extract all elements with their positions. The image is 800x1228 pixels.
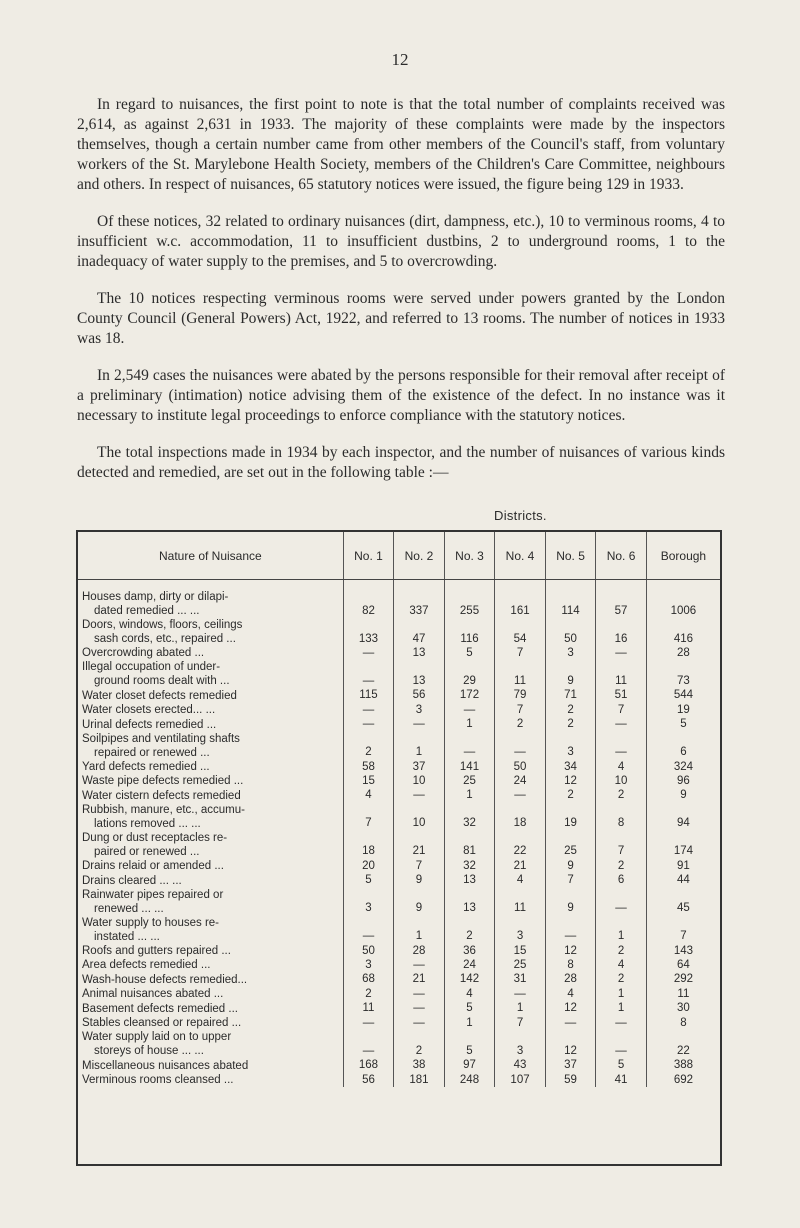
table-row: [78, 916, 720, 944]
row-label-line: Stables cleansed or repaired ...: [82, 1017, 242, 1030]
cell-value: 13: [394, 646, 445, 660]
cell-value: 28: [646, 646, 720, 660]
cell-value: 32: [444, 859, 495, 873]
cell-value: —: [545, 1016, 596, 1030]
cell-value: 19: [545, 803, 596, 831]
cell-value: 2: [444, 916, 495, 944]
row-label: [78, 1058, 343, 1072]
cell-value: 5: [646, 717, 720, 731]
row-label-line: renewed ... ...: [94, 902, 164, 915]
table-row: [78, 1016, 720, 1030]
row-label-line: Roofs and gutters repaired ...: [82, 945, 231, 958]
row-label: [78, 987, 343, 1001]
cell-value: 21: [394, 831, 445, 859]
cell-value: 6: [646, 732, 720, 760]
cell-value: 4: [596, 958, 647, 972]
cell-value: —: [394, 1001, 445, 1015]
table-row: [78, 1001, 720, 1015]
paragraph-abated: In 2,549 cases the nuisances were abated by the persons responsible for their removal after receipt of a preliminary (intimation) notice advising them of the existence of the defect. In no instance was it necessary to institute legal proceedings to enforce compliance with the statutory notices.: [77, 367, 725, 424]
table-row: [78, 646, 720, 660]
table-row: [78, 1073, 720, 1087]
table-row: [78, 873, 720, 887]
cell-value: 30: [646, 1001, 720, 1015]
cell-value: —: [343, 1030, 394, 1058]
table-body: [78, 580, 720, 1087]
cell-value: 3: [394, 703, 445, 717]
table-row: [78, 831, 720, 859]
row-label: [78, 803, 343, 831]
cell-value: 8: [545, 958, 596, 972]
cell-value: —: [343, 717, 394, 731]
row-label: [78, 646, 343, 660]
cell-value: —: [444, 703, 495, 717]
row-label: [78, 916, 343, 944]
row-label-line: Water cistern defects remedied: [82, 789, 241, 802]
table-row: [78, 703, 720, 717]
row-label: [78, 1030, 343, 1058]
row-label-line: Illegal occupation of under-: [82, 661, 221, 674]
row-label-line: storeys of house ... ...: [94, 1045, 204, 1058]
cell-value: 82: [343, 580, 394, 619]
cell-value: 12: [545, 944, 596, 958]
table-row: [78, 732, 720, 760]
cell-value: 1: [596, 1001, 647, 1015]
table-row: [78, 717, 720, 731]
cell-value: 56: [343, 1073, 394, 1087]
cell-value: 174: [646, 831, 720, 859]
cell-value: 37: [545, 1058, 596, 1072]
cell-value: 7: [495, 1016, 546, 1030]
cell-value: 7: [545, 873, 596, 887]
cell-value: 161: [495, 580, 546, 619]
cell-value: 11: [646, 987, 720, 1001]
cell-value: 56: [394, 688, 445, 702]
cell-value: —: [343, 660, 394, 688]
cell-value: 5: [343, 873, 394, 887]
cell-value: 1: [444, 788, 495, 802]
cell-value: —: [343, 1016, 394, 1030]
cell-value: 6: [596, 873, 647, 887]
cell-value: 11: [495, 888, 546, 916]
table-row: [78, 760, 720, 774]
cell-value: 337: [394, 580, 445, 619]
table-heading: Districts.: [494, 508, 547, 523]
cell-value: 2: [495, 717, 546, 731]
cell-value: 9: [394, 873, 445, 887]
cell-value: 8: [596, 803, 647, 831]
column-header-no3: No. 3: [444, 532, 495, 580]
cell-value: 43: [495, 1058, 546, 1072]
cell-value: —: [495, 732, 546, 760]
cell-value: 10: [394, 803, 445, 831]
cell-value: 7: [495, 646, 546, 660]
cell-value: 79: [495, 688, 546, 702]
cell-value: 68: [343, 972, 394, 986]
cell-value: 71: [545, 688, 596, 702]
row-label: [78, 1073, 343, 1087]
cell-value: 7: [596, 831, 647, 859]
cell-value: 5: [596, 1058, 647, 1072]
cell-value: 24: [495, 774, 546, 788]
cell-value: 21: [495, 859, 546, 873]
cell-value: —: [596, 888, 647, 916]
cell-value: 4: [343, 788, 394, 802]
cell-value: 4: [495, 873, 546, 887]
column-header-nature: Nature of Nuisance: [78, 532, 343, 580]
cell-value: 1: [495, 1001, 546, 1015]
row-label: [78, 732, 343, 760]
cell-value: 25: [495, 958, 546, 972]
cell-value: 7: [394, 859, 445, 873]
cell-value: 10: [596, 774, 647, 788]
cell-value: 2: [596, 859, 647, 873]
cell-value: —: [394, 958, 445, 972]
cell-value: 50: [545, 618, 596, 646]
row-label: [78, 1001, 343, 1015]
paragraph-verminous: The 10 notices respecting verminous rooms were served under powers granted by the London County Council (General Powers) Act, 1922, and referred to 13 rooms. The number of notices in 1933 was 18.: [77, 290, 725, 347]
table-row: [78, 688, 720, 702]
cell-value: 143: [646, 944, 720, 958]
cell-value: 116: [444, 618, 495, 646]
cell-value: 5: [444, 1001, 495, 1015]
cell-value: 2: [343, 987, 394, 1001]
cell-value: 1: [444, 717, 495, 731]
cell-value: 114: [545, 580, 596, 619]
cell-value: 133: [343, 618, 394, 646]
row-label-line: Wash-house defects remedied...: [82, 973, 248, 986]
row-label-line: Area defects remedied ...: [82, 959, 211, 972]
row-label-line: Soilpipes and ventilating shafts: [82, 732, 240, 745]
cell-value: 7: [495, 703, 546, 717]
cell-value: —: [596, 717, 647, 731]
cell-value: 19: [646, 703, 720, 717]
cell-value: —: [343, 916, 394, 944]
cell-value: 9: [545, 859, 596, 873]
cell-value: 45: [646, 888, 720, 916]
cell-value: 9: [545, 660, 596, 688]
cell-value: 255: [444, 580, 495, 619]
cell-value: 2: [394, 1030, 445, 1058]
cell-value: 3: [545, 646, 596, 660]
cell-value: 32: [444, 803, 495, 831]
cell-value: 15: [343, 774, 394, 788]
cell-value: 15: [495, 944, 546, 958]
cell-value: —: [343, 703, 394, 717]
cell-value: 21: [394, 972, 445, 986]
table-row: [78, 944, 720, 958]
cell-value: 41: [596, 1073, 647, 1087]
cell-value: —: [394, 1016, 445, 1030]
cell-value: 12: [545, 774, 596, 788]
row-label: [78, 873, 343, 887]
cell-value: 20: [343, 859, 394, 873]
cell-value: 25: [545, 831, 596, 859]
cell-value: 7: [646, 916, 720, 944]
cell-value: 94: [646, 803, 720, 831]
paragraph-inspections: The total inspections made in 1934 by each inspector, and the number of nuisances of various kinds detected and remedied, are set out in the following table :—: [77, 444, 725, 481]
cell-value: 2: [545, 717, 596, 731]
nuisance-table: [76, 530, 722, 1166]
cell-value: 10: [394, 774, 445, 788]
cell-value: 16: [596, 618, 647, 646]
table-row: [78, 987, 720, 1001]
cell-value: 18: [495, 803, 546, 831]
row-label-line: Water closets erected... ...: [82, 704, 216, 717]
column-header-no1: No. 1: [343, 532, 394, 580]
cell-value: 4: [596, 760, 647, 774]
table-row: [78, 859, 720, 873]
row-label: [78, 580, 343, 619]
table-row: [78, 788, 720, 802]
body-text: [77, 95, 725, 500]
cell-value: 1: [596, 987, 647, 1001]
cell-value: —: [394, 788, 445, 802]
cell-value: 64: [646, 958, 720, 972]
row-label-line: Doors, windows, floors, ceilings: [82, 619, 243, 631]
row-label: [78, 788, 343, 802]
table-row: [78, 1030, 720, 1058]
row-label-line: Rubbish, manure, etc., accumu-: [82, 803, 245, 816]
cell-value: 81: [444, 831, 495, 859]
cell-value: 5: [444, 646, 495, 660]
row-label-line: dated remedied ... ...: [94, 605, 200, 617]
cell-value: 115: [343, 688, 394, 702]
cell-value: 29: [444, 660, 495, 688]
row-label: [78, 703, 343, 717]
row-label: [78, 958, 343, 972]
table-row: [78, 803, 720, 831]
cell-value: 37: [394, 760, 445, 774]
cell-value: 107: [495, 1073, 546, 1087]
cell-value: —: [596, 646, 647, 660]
cell-value: 141: [444, 760, 495, 774]
cell-value: 2: [545, 788, 596, 802]
row-label-line: lations removed ... ...: [94, 817, 201, 830]
cell-value: 3: [495, 916, 546, 944]
cell-value: 1006: [646, 580, 720, 619]
row-label-line: Houses damp, dirty or dilapi-: [82, 591, 229, 603]
paragraph-notices: Of these notices, 32 related to ordinary nuisances (dirt, dampness, etc.), 10 to verminous rooms, 4 to insufficient w.c. accommodation, 11 to insufficient dustbins, 2 to underground rooms, 1 to the inadequacy of water supply to the premises, and 5 to overcrowding.: [77, 213, 725, 270]
cell-value: 2: [343, 732, 394, 760]
row-label-line: Overcrowding abated ...: [82, 647, 205, 660]
cell-value: 1: [444, 1016, 495, 1030]
cell-value: 248: [444, 1073, 495, 1087]
row-label-line: instated ... ...: [94, 930, 160, 943]
cell-value: —: [495, 788, 546, 802]
cell-value: 172: [444, 688, 495, 702]
cell-value: —: [394, 987, 445, 1001]
cell-value: 25: [444, 774, 495, 788]
cell-value: 24: [444, 958, 495, 972]
row-label-line: paired or renewed ...: [94, 845, 200, 858]
cell-value: 13: [444, 888, 495, 916]
cell-value: 292: [646, 972, 720, 986]
cell-value: 1: [596, 916, 647, 944]
table-header-row: [78, 532, 720, 580]
column-header-no4: No. 4: [495, 532, 546, 580]
row-label: [78, 972, 343, 986]
row-label-line: Verminous rooms cleansed ...: [82, 1073, 234, 1086]
cell-value: 51: [596, 688, 647, 702]
cell-value: 1: [394, 916, 445, 944]
cell-value: 22: [646, 1030, 720, 1058]
cell-value: —: [545, 916, 596, 944]
row-label-line: repaired or renewed ...: [94, 746, 210, 759]
column-header-no2: No. 2: [394, 532, 445, 580]
cell-value: 73: [646, 660, 720, 688]
cell-value: 54: [495, 618, 546, 646]
cell-value: 47: [394, 618, 445, 646]
cell-value: 7: [596, 703, 647, 717]
row-label-line: Waste pipe defects remedied ...: [82, 775, 244, 788]
cell-value: 44: [646, 873, 720, 887]
cell-value: —: [596, 1016, 647, 1030]
cell-value: 7: [343, 803, 394, 831]
row-label: [78, 1016, 343, 1030]
cell-value: —: [343, 646, 394, 660]
cell-value: 13: [444, 873, 495, 887]
row-label-line: sash cords, etc., repaired ...: [94, 633, 236, 645]
cell-value: 168: [343, 1058, 394, 1072]
cell-value: —: [444, 732, 495, 760]
table-row: [78, 580, 720, 619]
table-row: [78, 888, 720, 916]
table-row: [78, 618, 720, 646]
cell-value: 31: [495, 972, 546, 986]
cell-value: 416: [646, 618, 720, 646]
row-label-line: Drains cleared ... ...: [82, 874, 182, 887]
cell-value: 12: [545, 1001, 596, 1015]
table-row: [78, 660, 720, 688]
row-label-line: Yard defects remedied ...: [82, 761, 210, 774]
cell-value: 38: [394, 1058, 445, 1072]
cell-value: 3: [343, 958, 394, 972]
cell-value: 58: [343, 760, 394, 774]
cell-value: 2: [545, 703, 596, 717]
row-label: [78, 859, 343, 873]
cell-value: 59: [545, 1073, 596, 1087]
cell-value: 5: [444, 1030, 495, 1058]
cell-value: 388: [646, 1058, 720, 1072]
cell-value: 9: [545, 888, 596, 916]
cell-value: 4: [444, 987, 495, 1001]
row-label: [78, 618, 343, 646]
row-label: [78, 660, 343, 688]
cell-value: 324: [646, 760, 720, 774]
row-label-line: Dung or dust receptacles re-: [82, 831, 228, 844]
cell-value: 13: [394, 660, 445, 688]
cell-value: 28: [545, 972, 596, 986]
cell-value: 50: [343, 944, 394, 958]
cell-value: 2: [596, 944, 647, 958]
table-row: [78, 774, 720, 788]
row-label: [78, 717, 343, 731]
row-label-line: Drains relaid or amended ...: [82, 860, 224, 873]
cell-value: 3: [495, 1030, 546, 1058]
table-row: [78, 1058, 720, 1072]
cell-value: 142: [444, 972, 495, 986]
row-label-line: Water supply to houses re-: [82, 916, 219, 929]
column-header-no6: No. 6: [596, 532, 647, 580]
cell-value: —: [596, 1030, 647, 1058]
row-label-line: Water supply laid on to upper: [82, 1031, 232, 1044]
cell-value: —: [394, 717, 445, 731]
cell-value: 9: [394, 888, 445, 916]
row-label-line: Animal nuisances abated ...: [82, 988, 224, 1001]
cell-value: 28: [394, 944, 445, 958]
paragraph-complaints: In regard to nuisances, the first point to note is that the total number of complaints received was 2,614, as against 2,631 in 1933. The majority of these complaints were made by the inspectors themselves, though a certain number came from other members of the Council's staff, from voluntary workers of the St. Marylebone Health Society, members of the Children's Care Committee, neighbours and others. In respect of nuisances, 65 statutory notices were issued, the figure being 129 in 1933.: [77, 96, 725, 193]
row-label: [78, 944, 343, 958]
page-number: 12: [391, 50, 409, 69]
row-label-line: Water closet defects remedied: [82, 689, 237, 702]
row-label: [78, 888, 343, 916]
cell-value: 1: [394, 732, 445, 760]
cell-value: 22: [495, 831, 546, 859]
row-label: [78, 760, 343, 774]
cell-value: 544: [646, 688, 720, 702]
cell-value: 50: [495, 760, 546, 774]
column-header-borough: Borough: [646, 532, 720, 580]
cell-value: 3: [545, 732, 596, 760]
row-label: [78, 774, 343, 788]
row-label-line: Urinal defects remedied ...: [82, 718, 217, 731]
cell-value: 57: [596, 580, 647, 619]
cell-value: 96: [646, 774, 720, 788]
cell-value: 2: [596, 788, 647, 802]
cell-value: 3: [343, 888, 394, 916]
cell-value: 4: [545, 987, 596, 1001]
table-row: [78, 972, 720, 986]
cell-value: 2: [596, 972, 647, 986]
cell-value: 34: [545, 760, 596, 774]
cell-value: 181: [394, 1073, 445, 1087]
cell-value: 36: [444, 944, 495, 958]
row-label: [78, 831, 343, 859]
cell-value: —: [596, 732, 647, 760]
cell-value: 91: [646, 859, 720, 873]
cell-value: 9: [646, 788, 720, 802]
row-label-line: Basement defects remedied ...: [82, 1002, 238, 1015]
cell-value: 11: [495, 660, 546, 688]
cell-value: 11: [596, 660, 647, 688]
row-label-line: Rainwater pipes repaired or: [82, 888, 224, 901]
table-row: [78, 958, 720, 972]
column-header-no5: No. 5: [545, 532, 596, 580]
cell-value: 8: [646, 1016, 720, 1030]
row-label-line: Miscellaneous nuisances abated: [82, 1059, 249, 1072]
row-label: [78, 688, 343, 702]
cell-value: 11: [343, 1001, 394, 1015]
cell-value: 12: [545, 1030, 596, 1058]
row-label-line: ground rooms dealt with ...: [94, 675, 230, 688]
cell-value: 97: [444, 1058, 495, 1072]
cell-value: 692: [646, 1073, 720, 1087]
cell-value: —: [495, 987, 546, 1001]
cell-value: 18: [343, 831, 394, 859]
